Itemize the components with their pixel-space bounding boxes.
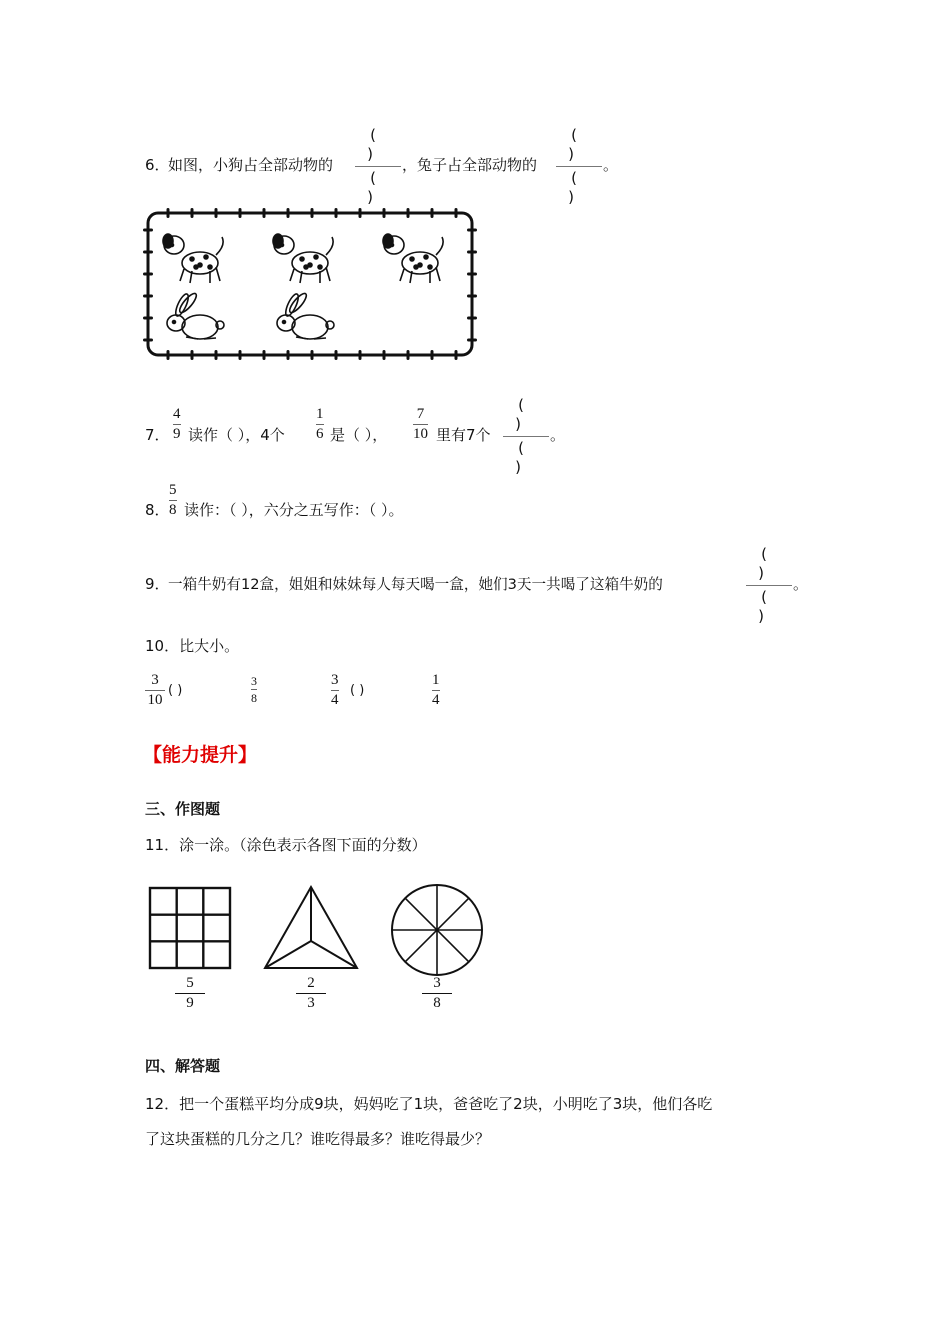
rabbit-icon [167,291,224,339]
q10-compare-blank-1[interactable]: ( ) [168,683,183,698]
numerator: 5 [186,975,194,991]
blank-numerator: ( ) [758,545,783,582]
denominator: 8 [169,502,177,518]
blank-denominator: ( ) [758,588,783,625]
q10-compare-blank-2[interactable]: ( ) [350,683,365,698]
animal-frame [140,205,480,365]
blank-denominator: ( ) [515,439,540,476]
q12-line-1: 12．把一个蛋糕平均分成9块，妈妈吃了1块，爸爸吃了2块，小明吃了3块，他们各吃 [145,1095,713,1113]
frame-tick [263,208,266,218]
denominator: 8 [433,995,441,1011]
q10-fraction-3-4 [331,672,339,709]
frame-tick [287,350,290,360]
dog-icon [163,234,223,283]
denominator: 10 [147,692,163,708]
denominator: 4 [331,692,339,708]
frame-tick [359,208,362,218]
q6-text-a: 如图，小狗占全部动物的 [168,156,334,174]
frame-tick [239,350,242,360]
frame-tick [335,208,338,218]
frame-tick [263,350,266,360]
q8-number: 8． [145,501,170,519]
q7-blank-fraction[interactable] [503,396,549,477]
denominator: 3 [307,995,315,1011]
frame-tick [143,295,153,298]
q6-number: 6． [145,156,170,174]
circle-figure [389,882,485,978]
frame-tick [239,208,242,218]
q6-blank-fraction-1[interactable] [355,126,401,207]
q7-fraction-1-6 [316,406,324,443]
frame-tick [143,251,153,254]
frame-tick [143,339,153,342]
frame-tick [383,208,386,218]
frame-tick [359,350,362,360]
q7-text-c: 里有7个 [436,426,491,444]
frame-tick [431,208,434,218]
q11-label-grid [175,975,205,1012]
triangle-figure [262,884,360,972]
frame-tick [455,208,458,218]
numerator: 5 [169,482,177,498]
numerator: 1 [432,672,440,688]
blank-numerator: ( ) [568,126,593,163]
q8-text: 读作：（ ），六分之五写作：（ ）。 [184,501,404,519]
blank-numerator: ( ) [515,396,540,433]
rabbit-icon [277,291,334,339]
numerator: 7 [416,406,425,422]
grid-figure [148,886,232,970]
q10-fraction-1-4 [432,672,440,709]
frame-tick [311,350,314,360]
frame-tick [467,229,477,232]
q9-text: 一箱牛奶有12盒，姐姐和妹妹每人每天喝一盒，她们3天一共喝了这箱牛奶的 [168,576,663,593]
frame-tick [311,208,314,218]
q10-fraction-3-10 [145,672,165,709]
dog-icon [273,234,333,283]
numerator: 3 [251,674,257,688]
q6-text-b: ，兔子占全部动物的 [402,156,538,174]
denominator: 9 [173,426,181,442]
q11-label-triangle [296,975,326,1012]
denominator: 8 [251,691,257,705]
dog-icon [383,234,443,283]
denominator: 6 [316,426,324,442]
q6-text-c: 。 [603,156,619,174]
frame-tick [191,208,194,218]
q10-fraction-3-8 [251,674,257,705]
frame-tick [467,251,477,254]
section-drawing-title: 三、作图题 [145,800,221,818]
frame-tick [167,350,170,360]
numerator: 3 [151,672,159,688]
q8-fraction-5-8 [169,482,177,519]
frame-tick [143,317,153,320]
section-heading-ability: 【能力提升】 [143,744,258,766]
frame-tick [431,350,434,360]
denominator: 9 [186,995,194,1011]
frame-tick [467,339,477,342]
q9-text-end: 。 [793,575,809,593]
section-answer-title: 四、解答题 [145,1057,221,1075]
frame-tick [455,350,458,360]
frame-tick [383,350,386,360]
numerator: 3 [331,672,339,688]
frame-tick [467,295,477,298]
frame-tick [215,350,218,360]
q10-title: 10．比大小。 [145,637,240,655]
frame-tick [467,273,477,276]
q9-number: 9． [145,575,170,593]
frame-tick [167,208,170,218]
q7-fraction-7-10 [413,406,428,443]
denominator: 4 [432,692,440,708]
q6-blank-fraction-2[interactable] [556,126,602,207]
q7-text-b: 是（ ）， [330,426,388,444]
frame-tick [143,273,153,276]
blank-denominator: ( ) [568,169,593,206]
frame-tick [287,208,290,218]
q9-blank-fraction[interactable] [746,545,792,626]
q12-line-2: 了这块蛋糕的几分之几？谁吃得最多？谁吃得最少？ [145,1130,491,1148]
frame-tick [407,208,410,218]
frame-tick [407,350,410,360]
frame-tick [467,317,477,320]
q7-number: 7． [145,426,170,444]
q11-label-circle [422,975,452,1012]
blank-denominator: ( ) [367,169,392,206]
frame-tick [335,350,338,360]
frame-tick [215,208,218,218]
q7-text-d: 。 [550,426,566,444]
frame-tick [143,229,153,232]
denominator: 10 [413,426,428,442]
q7-text-a: 读作（ ），4个 [188,426,285,444]
blank-numerator: ( ) [367,126,392,163]
numerator: 4 [173,406,181,422]
q11-text: 11．涂一涂。（涂色表示各图下面的分数） [145,836,427,854]
numerator: 3 [433,975,441,991]
numerator: 1 [316,406,324,422]
q7-fraction-4-9 [173,406,181,443]
numerator: 2 [307,975,315,991]
frame-tick [191,350,194,360]
